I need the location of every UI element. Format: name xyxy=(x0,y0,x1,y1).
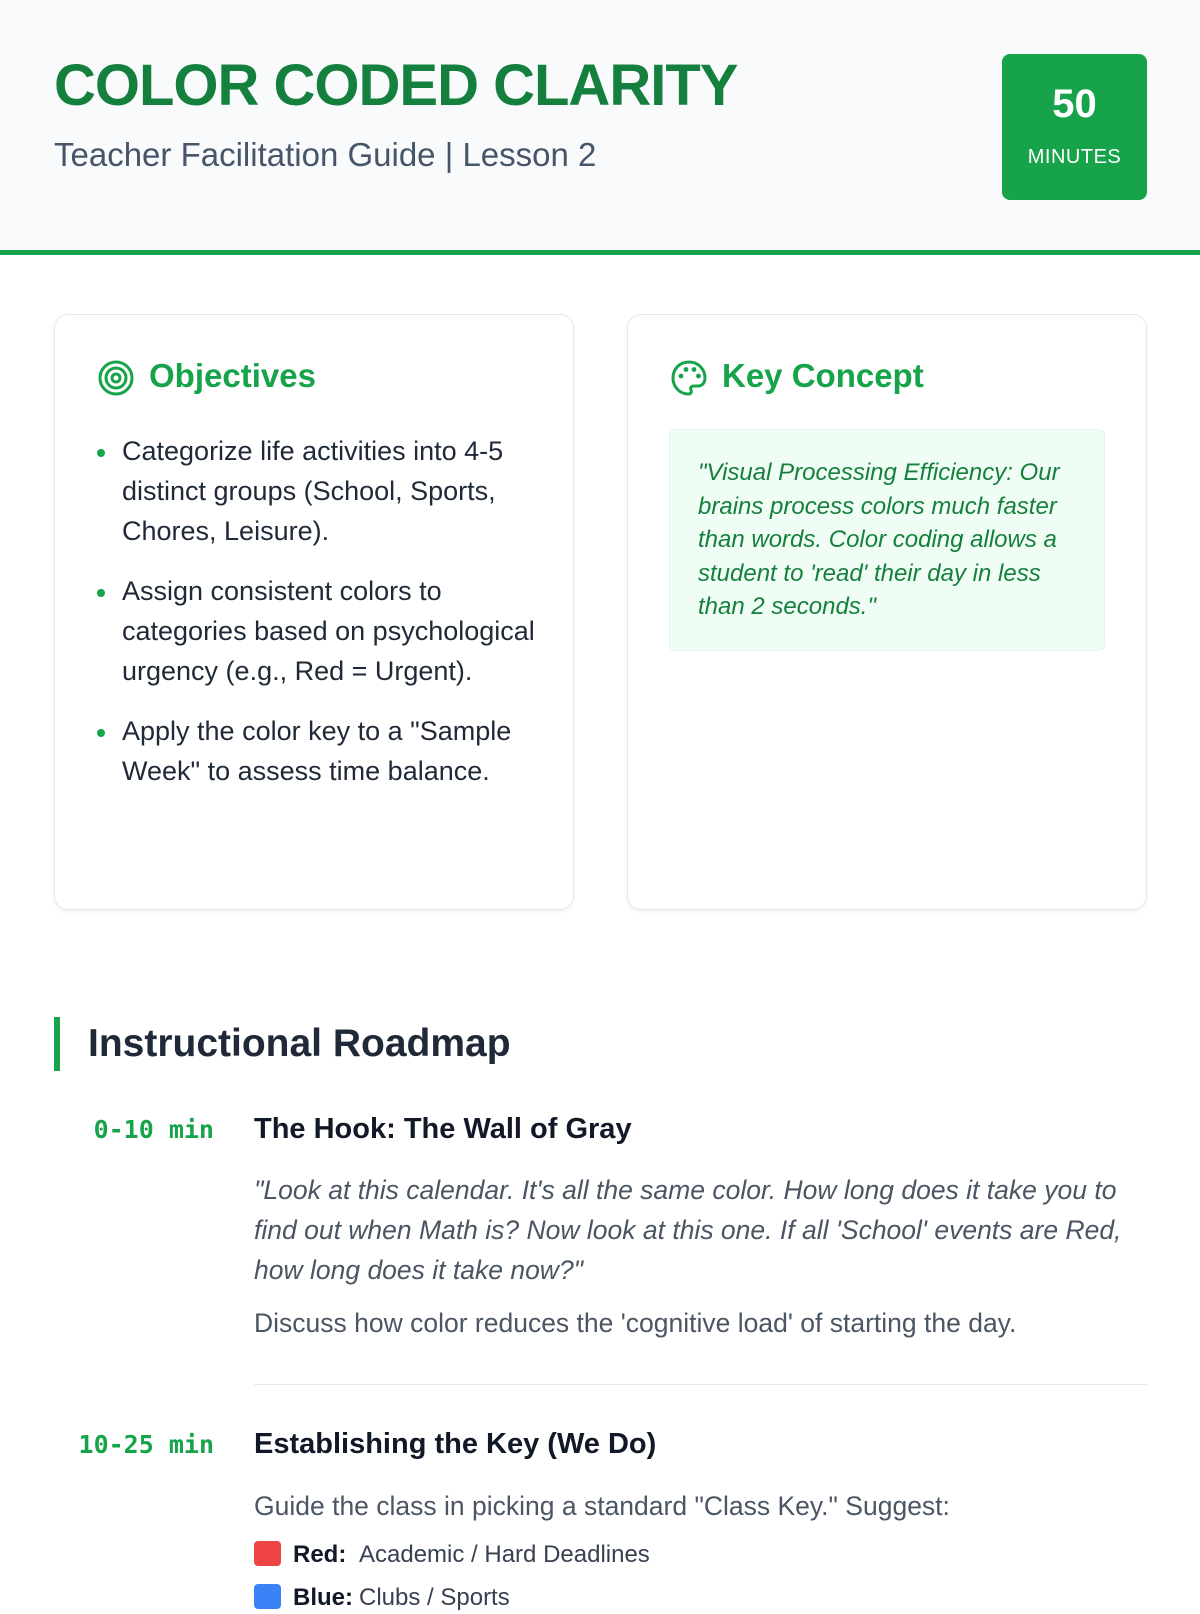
color-swatch xyxy=(254,1541,281,1566)
bullet-icon xyxy=(97,729,105,737)
objective-text: Assign consistent colors to categories based on psychological urgency (e.g., Red = Urgent). xyxy=(122,576,535,686)
step-title: Establishing the Key (We Do) xyxy=(254,1428,657,1460)
objectives-card xyxy=(54,314,574,910)
key-concept-title: Key Concept xyxy=(722,357,924,394)
objective-text: Categorize life activities into 4-5 distinct groups (School, Sports, Chores, Leisure). xyxy=(122,436,504,546)
duration-badge xyxy=(1002,54,1147,200)
objectives-title: Objectives xyxy=(149,357,316,394)
step-body: Discuss how color reduces the 'cognitive load' of starting the day. xyxy=(254,1308,1017,1338)
step-time: 0-10 min xyxy=(93,1115,214,1144)
step-quote: "Look at this calendar. It's all the same color. How long does it take you to find out when Math is? Now look at this one. If all 'School' events are Red, how long does it take now?" xyxy=(254,1175,1122,1285)
step-time: 10-25 min xyxy=(78,1430,214,1459)
page-title: COLOR CODED CLARITY xyxy=(54,53,738,118)
objective-item xyxy=(97,431,537,551)
color-key-label: Red: xyxy=(293,1541,347,1568)
step-title: The Hook: The Wall of Gray xyxy=(254,1113,632,1145)
step-body: Guide the class in picking a standard "Class Key." Suggest: xyxy=(254,1491,950,1521)
objective-text: Apply the color key to a "Sample Week" to assess time balance. xyxy=(122,716,512,786)
step-divider xyxy=(254,1384,1147,1385)
color-key-description: Academic / Hard Deadlines xyxy=(359,1541,650,1568)
objectives-list xyxy=(97,431,537,811)
objective-item xyxy=(97,711,537,791)
duration-unit: MINUTES xyxy=(1027,146,1122,168)
page-subtitle: Teacher Facilitation Guide | Lesson 2 xyxy=(54,136,597,173)
color-key-label: Blue: xyxy=(293,1584,353,1611)
bullet-icon xyxy=(97,449,105,457)
objective-item xyxy=(97,571,537,691)
duration-value: 50 xyxy=(1052,82,1097,126)
key-concept-quote: "Visual Processing Efficiency: Our brains process colors much faster than words. Color coding allows a student to 'read' their day in less than 2 seconds." xyxy=(669,429,1105,651)
lesson-header xyxy=(0,0,1200,255)
color-swatch xyxy=(254,1584,281,1609)
palette-icon xyxy=(670,359,708,397)
key-concept-card xyxy=(627,314,1147,910)
target-icon xyxy=(97,359,135,397)
roadmap-title: Instructional Roadmap xyxy=(54,1017,511,1071)
color-key-description: Clubs / Sports xyxy=(359,1584,510,1611)
bullet-icon xyxy=(97,589,105,597)
